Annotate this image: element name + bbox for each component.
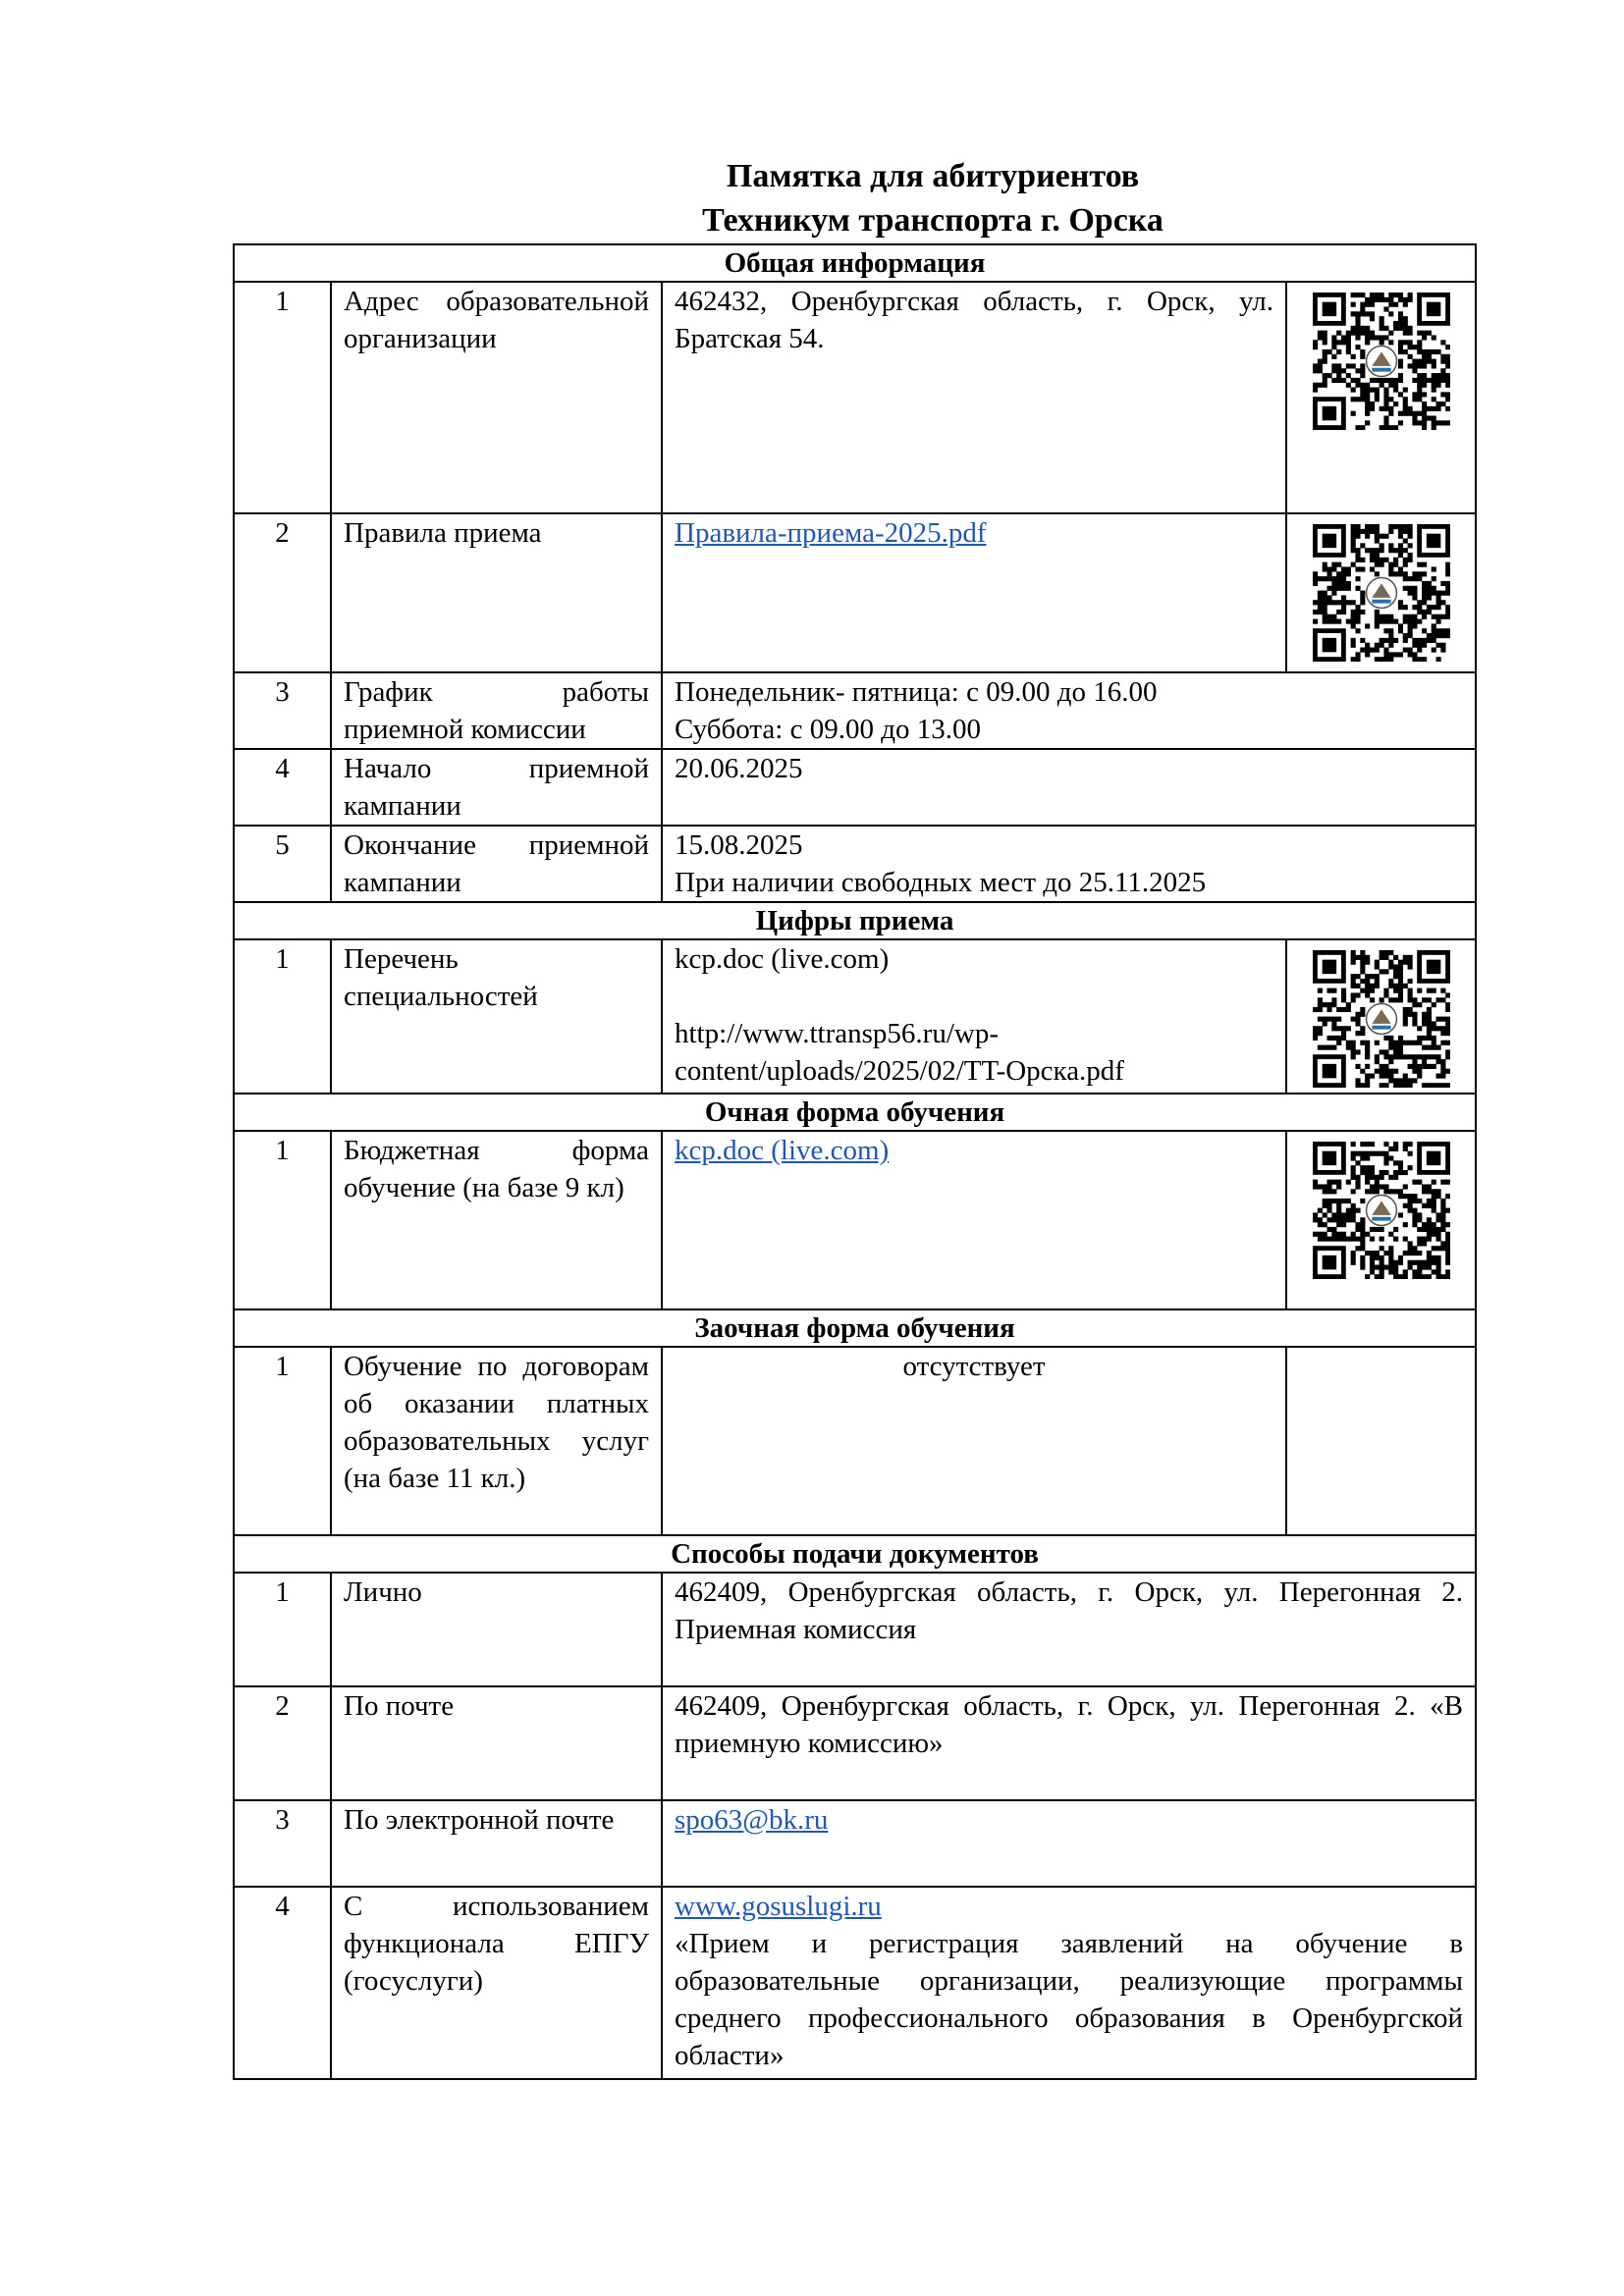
value-line: kcp.doc (live.com) xyxy=(675,943,890,975)
row-value: 462409, Оренбургская область, г. Орск, ул. Перегонная 2. Приемная комиссия xyxy=(662,1573,1476,1686)
qr-cell xyxy=(1286,939,1476,1094)
qr-cell xyxy=(1286,282,1476,513)
qr-code-icon xyxy=(1313,293,1450,430)
row-number: 2 xyxy=(234,513,331,672)
section-heading: Заочная форма обучения xyxy=(234,1309,1476,1347)
value-line: Понедельник- пятница: с 09.00 до 16.00 xyxy=(675,676,1158,708)
qr-code-icon xyxy=(1313,524,1450,662)
row-label: Начало приемной кампании xyxy=(331,749,662,826)
table-row xyxy=(234,1347,1476,1535)
table-row xyxy=(234,1131,1476,1309)
row-label: С использованием функционала ЕПГУ (госуслуги) xyxy=(331,1887,662,2079)
table-row xyxy=(234,672,1476,749)
qr-cell xyxy=(1286,513,1476,672)
row-label: Лично xyxy=(331,1573,662,1686)
row-label: Адрес образовательной организации xyxy=(331,282,662,513)
row-number: 1 xyxy=(234,1131,331,1309)
row-label: Обучение по договорам об оказании платных образовательных услуг (на базе 11 кл.) xyxy=(331,1347,662,1535)
row-value xyxy=(662,672,1476,749)
email-link[interactable]: spo63@bk.ru xyxy=(675,1804,829,1836)
value-line: Суббота: с 09.00 до 13.00 xyxy=(675,714,981,745)
row-number: 4 xyxy=(234,749,331,826)
row-number: 4 xyxy=(234,1887,331,2079)
row-label: Перечень специальностей xyxy=(331,939,662,1094)
row-label: Бюджетная форма обучение (на базе 9 кл) xyxy=(331,1131,662,1309)
row-label: Окончание приемной кампании xyxy=(331,826,662,902)
section-heading: Общая информация xyxy=(234,244,1476,282)
qr-code-icon xyxy=(1313,950,1450,1088)
section-submission xyxy=(234,1535,1476,1573)
table-row xyxy=(234,826,1476,902)
row-label: По почте xyxy=(331,1686,662,1800)
row-value: 20.06.2025 xyxy=(662,749,1476,826)
rules-link[interactable]: Правила-приема-2025.pdf xyxy=(675,517,987,549)
section-heading: Цифры приема xyxy=(234,902,1476,939)
row-label: По электронной почте xyxy=(331,1800,662,1887)
section-full-time xyxy=(234,1094,1476,1131)
qr-cell xyxy=(1286,1131,1476,1309)
table-row xyxy=(234,749,1476,826)
url-text: http://www.ttransp56.ru/wp-content/uploads/2025/02/TT-Орска.pdf xyxy=(675,1018,1124,1087)
row-number: 1 xyxy=(234,1347,331,1535)
row-value: отсутствует xyxy=(662,1347,1286,1535)
gosuslugi-link[interactable]: www.gosuslugi.ru xyxy=(675,1891,882,1922)
row-value xyxy=(662,1887,1476,2079)
table-row xyxy=(234,282,1476,513)
row-number: 5 xyxy=(234,826,331,902)
kcp-link[interactable]: kcp.doc (live.com) xyxy=(675,1135,890,1166)
row-number: 2 xyxy=(234,1686,331,1800)
value-line: При наличии свободных мест до 25.11.2025 xyxy=(675,867,1207,898)
row-number: 1 xyxy=(234,1573,331,1686)
table-row xyxy=(234,1686,1476,1800)
row-value xyxy=(662,513,1286,672)
qr-code-icon xyxy=(1313,1142,1450,1279)
section-heading: Очная форма обучения xyxy=(234,1094,1476,1131)
row-number: 3 xyxy=(234,1800,331,1887)
table-row xyxy=(234,1573,1476,1686)
section-admission-figures xyxy=(234,902,1476,939)
page-title-line2: Техникум транспорта г. Орска xyxy=(702,202,1164,239)
value-line: 15.08.2025 xyxy=(675,829,803,861)
row-number: 3 xyxy=(234,672,331,749)
row-value: 462432, Оренбургская область, г. Орск, ул. Братская 54. xyxy=(662,282,1286,513)
row-number: 1 xyxy=(234,282,331,513)
row-value xyxy=(662,1800,1476,1887)
row-label: Правила приема xyxy=(331,513,662,672)
row-value xyxy=(662,826,1476,902)
service-description: «Прием и регистрация заявлений на обучение в образовательные организации, реализующие программы среднего профессионального образования в Оренбургской области» xyxy=(675,1928,1464,2071)
table-row xyxy=(234,939,1476,1094)
spacer xyxy=(675,978,1273,1015)
section-correspondence xyxy=(234,1309,1476,1347)
table-row xyxy=(234,1887,1476,2079)
section-heading: Способы подачи документов xyxy=(234,1535,1476,1573)
row-label: График работы приемной комиссии xyxy=(331,672,662,749)
table-row xyxy=(234,1800,1476,1887)
section-general xyxy=(234,244,1476,282)
empty-cell xyxy=(1286,1347,1476,1535)
memo-table xyxy=(233,243,1477,2080)
row-value: 462409, Оренбургская область, г. Орск, ул. Перегонная 2. «В приемную комиссию» xyxy=(662,1686,1476,1800)
row-value xyxy=(662,939,1286,1094)
row-value xyxy=(662,1131,1286,1309)
table-row xyxy=(234,513,1476,672)
page-title-line1: Памятка для абитуриентов xyxy=(726,158,1140,194)
row-number: 1 xyxy=(234,939,331,1094)
